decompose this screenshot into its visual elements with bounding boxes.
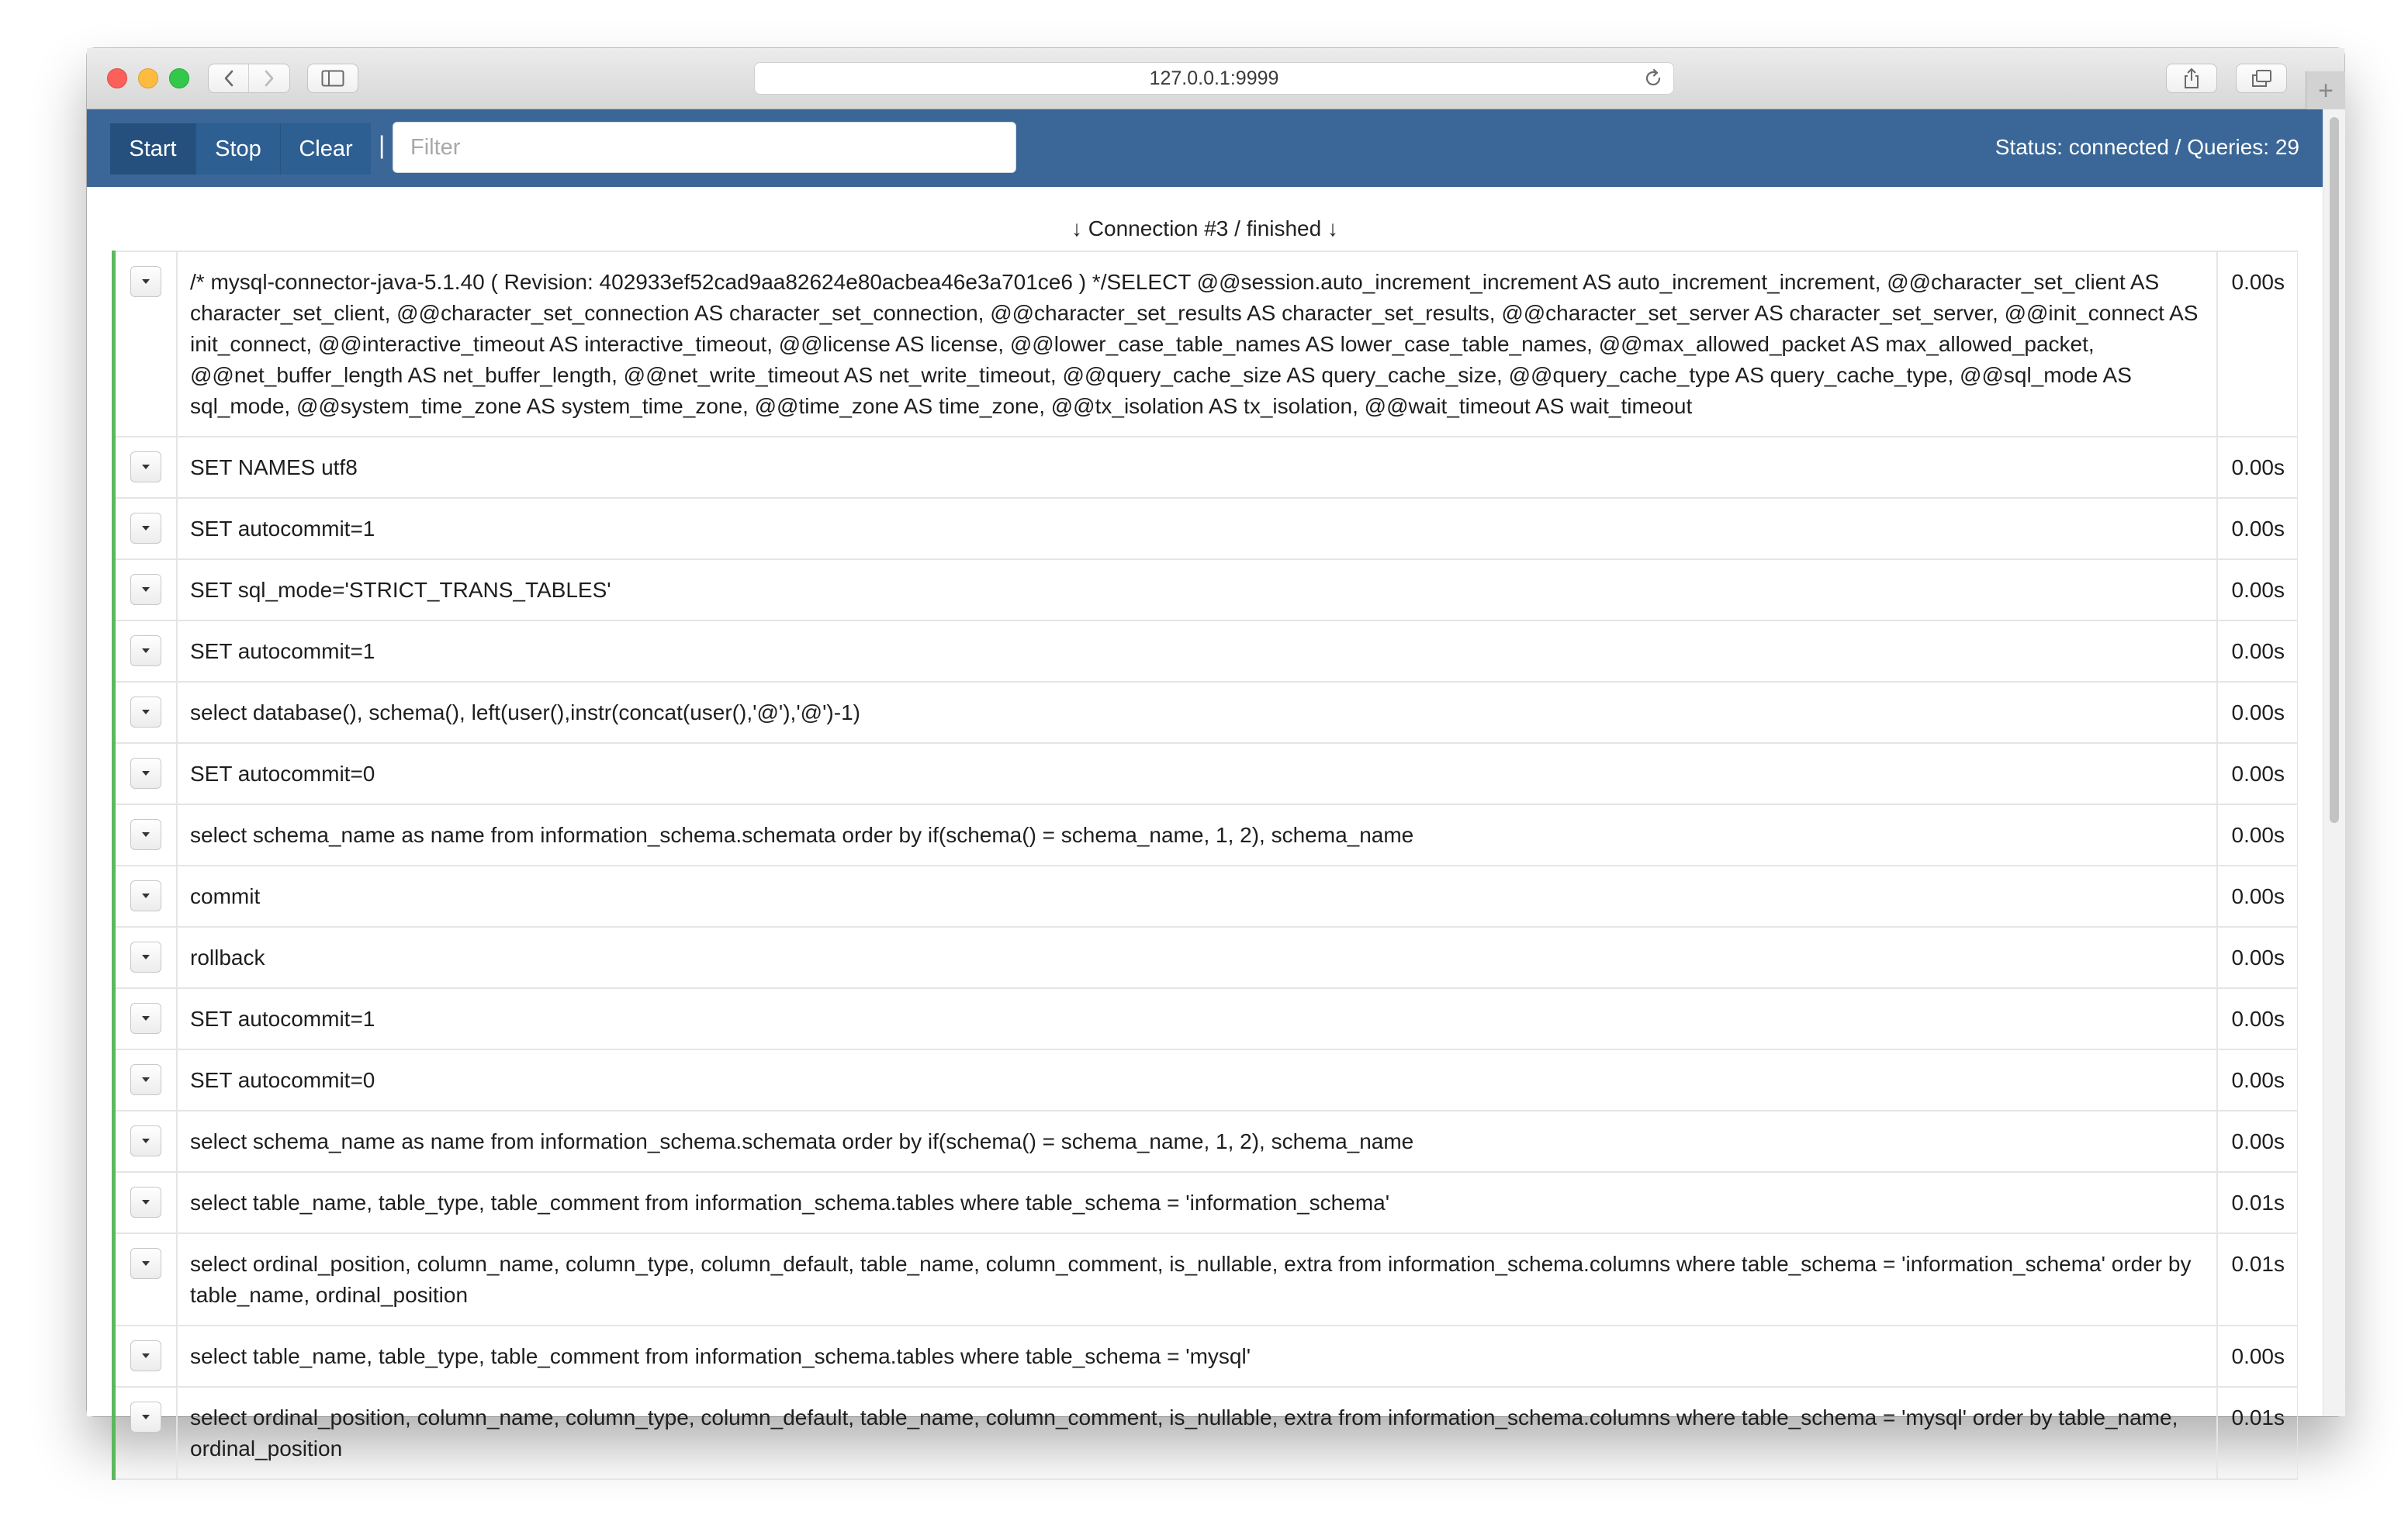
connection-header: ↓ Connection #3 / finished ↓ bbox=[1071, 216, 1338, 240]
caret-down-icon bbox=[140, 1260, 151, 1267]
expand-query-button[interactable] bbox=[130, 697, 161, 728]
query-row bbox=[116, 989, 2298, 1050]
query-sql: /* mysql-connector-java-5.1.40 ( Revision: 402933ef52cad9aa82624e80acbea46e3a701ce6 ) */SELECT @@session.auto_increment_increment AS auto_increment_increment, @@character_set_client AS character_set_client, @@character_set_connection AS character_set_connection, @@character_set_results AS character_set_results, @@character_set_server AS character_set_server, @@init_connect AS init_connect, @@interactive_timeout AS interactive_timeout, @@license AS license, @@lower_case_table_names AS lower_case_table_names, @@max_allowed_packet AS max_allowed_packet, @@net_buffer_length AS net_buffer_length, @@net_write_timeout AS net_write_timeout, @@query_cache_size AS query_cache_size, @@query_cache_type AS query_cache_type, @@sql_mode AS sql_mode, @@system_time_zone AS system_time_zone, @@time_zone AS time_zone, @@tx_isolation AS tx_isolation, @@wait_timeout AS wait_timeout bbox=[178, 252, 2218, 436]
query-row bbox=[116, 928, 2298, 989]
expand-query-button[interactable] bbox=[130, 266, 161, 297]
query-sql: commit bbox=[178, 866, 2218, 926]
query-row bbox=[116, 499, 2298, 560]
expand-query-button[interactable] bbox=[130, 1125, 161, 1156]
expand-query-button[interactable] bbox=[130, 1340, 161, 1371]
query-toggle-cell bbox=[116, 1173, 178, 1232]
expand-query-button[interactable] bbox=[130, 574, 161, 605]
chevron-left-icon bbox=[223, 69, 235, 88]
page-content bbox=[87, 109, 2323, 1461]
url-text: 127.0.0.1:9999 bbox=[1149, 67, 1279, 89]
clear-button[interactable]: Clear bbox=[281, 123, 371, 175]
sidebar-icon bbox=[321, 70, 344, 87]
query-sql: select table_name, table_type, table_comment from information_schema.tables where table_schema = 'mysql' bbox=[178, 1326, 2218, 1386]
query-duration: 0.00s bbox=[2231, 639, 2285, 663]
connection-status: Status: connected / Queries: 29 bbox=[1995, 135, 2299, 159]
back-button[interactable] bbox=[208, 64, 250, 93]
expand-query-button[interactable] bbox=[130, 1187, 161, 1218]
filter-input[interactable] bbox=[393, 122, 1016, 173]
query-duration: 0.00s bbox=[2231, 945, 2285, 970]
new-tab-button[interactable] bbox=[2306, 71, 2345, 110]
toolbar-separator: | bbox=[379, 131, 386, 159]
caret-down-icon bbox=[140, 769, 151, 777]
query-duration: 0.00s bbox=[2231, 1068, 2285, 1092]
reload-icon[interactable] bbox=[1642, 67, 1664, 89]
caret-down-icon bbox=[140, 953, 151, 961]
query-row bbox=[116, 744, 2298, 805]
query-duration: 0.01s bbox=[2231, 1252, 2285, 1276]
vertical-scrollbar[interactable] bbox=[2323, 109, 2345, 1416]
expand-query-button[interactable] bbox=[130, 451, 161, 482]
query-toggle-cell bbox=[116, 621, 178, 681]
query-sql: SET autocommit=1 bbox=[178, 621, 2218, 681]
app-toolbar bbox=[87, 109, 2323, 187]
scrollbar-thumb[interactable] bbox=[2330, 117, 2339, 823]
query-sql: select ordinal_position, column_name, column_type, column_default, table_name, column_comment, is_nullable, extra from information_schema.columns where table_schema = 'mysql' order by table_name, ordinal_position bbox=[178, 1388, 2218, 1478]
query-duration: 0.00s bbox=[2231, 762, 2285, 786]
query-sql: SET NAMES utf8 bbox=[178, 437, 2218, 497]
query-toggle-cell bbox=[116, 744, 178, 804]
query-row bbox=[116, 1388, 2298, 1480]
query-duration: 0.00s bbox=[2231, 578, 2285, 602]
plus-icon: + bbox=[2318, 76, 2334, 105]
query-sql: SET autocommit=0 bbox=[178, 1050, 2218, 1110]
query-toggle-cell bbox=[116, 1234, 178, 1325]
stop-button[interactable]: Stop bbox=[196, 123, 281, 175]
caret-down-icon bbox=[140, 1076, 151, 1084]
query-row bbox=[116, 805, 2298, 866]
query-row bbox=[116, 560, 2298, 621]
query-duration: 0.00s bbox=[2231, 1344, 2285, 1368]
caret-down-icon bbox=[140, 1198, 151, 1206]
query-toggle-cell bbox=[116, 1326, 178, 1386]
expand-query-button[interactable] bbox=[130, 1064, 161, 1095]
query-sql: SET autocommit=0 bbox=[178, 744, 2218, 804]
query-toggle-cell bbox=[116, 1388, 178, 1478]
query-duration: 0.01s bbox=[2231, 1405, 2285, 1429]
query-row bbox=[116, 251, 2298, 437]
query-duration: 0.00s bbox=[2231, 517, 2285, 541]
query-toggle-cell bbox=[116, 989, 178, 1049]
query-toggle-cell bbox=[116, 560, 178, 620]
expand-query-button[interactable] bbox=[130, 513, 161, 544]
query-sql: SET sql_mode='STRICT_TRANS_TABLES' bbox=[178, 560, 2218, 620]
caret-down-icon bbox=[140, 1413, 151, 1421]
query-row bbox=[116, 1111, 2298, 1173]
query-row bbox=[116, 1326, 2298, 1388]
caret-down-icon bbox=[140, 278, 151, 285]
share-button[interactable] bbox=[2166, 64, 2217, 93]
query-toggle-cell bbox=[116, 928, 178, 987]
query-toggle-cell bbox=[116, 1111, 178, 1171]
query-sql: SET autocommit=1 bbox=[178, 499, 2218, 558]
query-sql: rollback bbox=[178, 928, 2218, 987]
chevron-right-icon bbox=[263, 69, 275, 88]
query-toggle-cell bbox=[116, 805, 178, 865]
caret-down-icon bbox=[140, 831, 151, 838]
query-toggle-cell bbox=[116, 499, 178, 558]
expand-query-button[interactable] bbox=[130, 1402, 161, 1433]
caret-down-icon bbox=[140, 524, 151, 532]
query-row bbox=[116, 1173, 2298, 1234]
browser-window bbox=[87, 48, 2344, 1461]
query-toggle-cell bbox=[116, 1050, 178, 1110]
expand-query-button[interactable] bbox=[130, 635, 161, 666]
expand-query-button[interactable] bbox=[130, 1003, 161, 1034]
address-bar[interactable] bbox=[754, 62, 1674, 95]
caret-down-icon bbox=[140, 1015, 151, 1022]
caret-down-icon bbox=[140, 892, 151, 900]
control-button-group bbox=[110, 123, 371, 175]
caret-down-icon bbox=[140, 647, 151, 655]
query-row bbox=[116, 1050, 2298, 1111]
query-toggle-cell bbox=[116, 252, 178, 436]
tabs-overview-icon bbox=[2251, 69, 2272, 88]
query-toggle-cell bbox=[116, 437, 178, 497]
caret-down-icon bbox=[140, 708, 151, 716]
expand-query-button[interactable] bbox=[130, 1248, 161, 1279]
query-sql: select database(), schema(), left(user(),instr(concat(user(),'@'),'@')-1) bbox=[178, 683, 2218, 742]
expand-query-button[interactable] bbox=[130, 880, 161, 911]
expand-query-button[interactable] bbox=[130, 758, 161, 789]
browser-titlebar bbox=[87, 48, 2344, 109]
show-tabs-button[interactable] bbox=[2236, 64, 2287, 93]
expand-query-button[interactable] bbox=[130, 819, 161, 850]
query-toggle-cell bbox=[116, 866, 178, 926]
query-duration: 0.00s bbox=[2231, 270, 2285, 294]
query-duration: 0.01s bbox=[2231, 1191, 2285, 1215]
query-toggle-cell bbox=[116, 683, 178, 742]
query-duration: 0.00s bbox=[2231, 884, 2285, 908]
forward-button[interactable] bbox=[248, 64, 290, 93]
caret-down-icon bbox=[140, 586, 151, 593]
query-duration: 0.00s bbox=[2231, 1007, 2285, 1031]
minimize-window-button[interactable] bbox=[138, 68, 158, 88]
query-sql: select schema_name as name from information_schema.schemata order by if(schema() = schema_name, 1, 2), schema_name bbox=[178, 1111, 2218, 1171]
query-sql: select table_name, table_type, table_comment from information_schema.tables where table_schema = 'information_schema' bbox=[178, 1173, 2218, 1232]
close-window-button[interactable] bbox=[107, 68, 127, 88]
query-row bbox=[116, 1234, 2298, 1326]
zoom-window-button[interactable] bbox=[169, 68, 189, 88]
query-duration: 0.00s bbox=[2231, 700, 2285, 724]
query-duration: 0.00s bbox=[2231, 1129, 2285, 1153]
query-row bbox=[116, 866, 2298, 928]
query-sql: SET autocommit=1 bbox=[178, 989, 2218, 1049]
start-button[interactable]: Start bbox=[110, 123, 196, 175]
query-sql: select schema_name as name from information_schema.schemata order by if(schema() = schema_name, 1, 2), schema_name bbox=[178, 805, 2218, 865]
query-duration: 0.00s bbox=[2231, 823, 2285, 847]
query-list bbox=[112, 251, 2298, 1480]
query-row bbox=[116, 437, 2298, 499]
query-row bbox=[116, 683, 2298, 744]
share-icon bbox=[2182, 67, 2201, 89]
caret-down-icon bbox=[140, 1352, 151, 1360]
expand-query-button[interactable] bbox=[130, 942, 161, 973]
query-sql: select ordinal_position, column_name, column_type, column_default, table_name, column_comment, is_nullable, extra from information_schema.columns where table_schema = 'information_schema' order by table_name, ordinal_position bbox=[178, 1234, 2218, 1325]
query-row bbox=[116, 621, 2298, 683]
query-duration: 0.00s bbox=[2231, 455, 2285, 479]
sidebar-toggle-button[interactable] bbox=[307, 64, 358, 93]
caret-down-icon bbox=[140, 463, 151, 471]
caret-down-icon bbox=[140, 1137, 151, 1145]
